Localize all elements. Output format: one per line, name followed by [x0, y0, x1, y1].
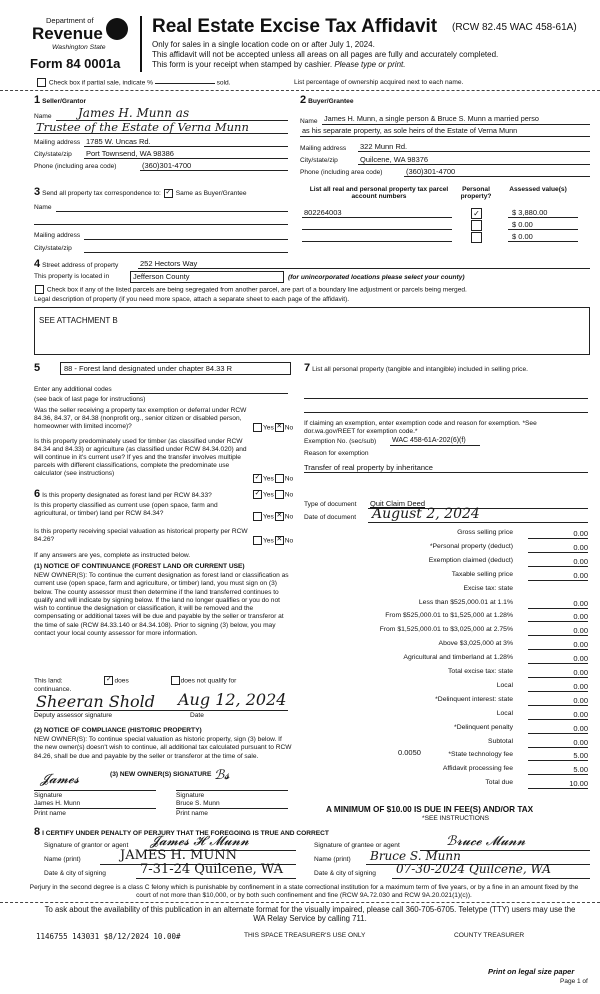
partial-sale-blank[interactable]: [155, 83, 215, 84]
tax-row-value[interactable]: 0.00: [528, 696, 588, 706]
tax-row: [304, 571, 588, 581]
county-select[interactable]: [130, 271, 284, 283]
tax-row: [304, 529, 588, 539]
partial-sale-sold: sold.: [216, 79, 231, 87]
tax-row-label: From $525,000.01 to $1,525,000 at 1.28%: [385, 612, 513, 620]
tax-row-label: Agricultural and timberland at 1.28%: [403, 654, 513, 662]
personal-property-checkbox[interactable]: [471, 220, 482, 231]
add-codes-label: Enter any additional codes: [34, 386, 112, 393]
tax-row-value[interactable]: 0.00: [528, 626, 588, 636]
sec3-heading: 3 Send all property tax correspondence to: ✓ Same as Buyer/Grantee: [34, 186, 247, 198]
q1-yes-checkbox[interactable]: [253, 423, 262, 432]
see-instructions: *SEE INSTRUCTIONS: [422, 815, 490, 822]
tax-row: [304, 640, 588, 650]
buyer-name-label: Name: [300, 118, 318, 125]
owner2-print[interactable]: Bruce S. Munn: [176, 800, 220, 807]
county-label: This property is located in: [34, 273, 110, 280]
sec3-city-label: City/state/zip: [34, 245, 72, 252]
revenue-logo: [32, 16, 132, 60]
county-value: Jefferson County: [133, 272, 190, 281]
tax-row-value[interactable]: 0.00: [528, 557, 588, 567]
tax-row-value[interactable]: 0.00: [528, 668, 588, 678]
tax-row: [304, 612, 588, 622]
q2-yes-checkbox[interactable]: ✓: [254, 474, 261, 481]
personal-property-line2[interactable]: [304, 412, 588, 413]
owner-print-line1: [34, 808, 156, 809]
grantor-name-label: Name (print): [44, 856, 81, 863]
tax-row-value[interactable]: 0.00: [528, 543, 588, 553]
tax-row-label: Above $3,025,000 at 3%: [438, 640, 513, 648]
seller-phone-line: [140, 170, 288, 171]
buyer-city[interactable]: Quilcene, WA 98376: [360, 155, 429, 164]
notice2-text: NEW OWNER(S): To continue special valuation as historic property, sign (3) below. If the new owner(s) doesn't wish to continue, all additional tax calculated pursuant to RCW 84.26, shall be due and payable by the seller or transferor at the time of sale.: [34, 736, 292, 760]
buyer-heading: 2 Buyer/Grantee: [300, 94, 354, 106]
tax-row: [304, 710, 588, 720]
logo-swirl-icon: [106, 18, 128, 40]
minimum-due: A MINIMUM OF $10.00 IS DUE IN FEE(S) AND/OR TAX: [326, 805, 534, 814]
tax-row-label: Taxable selling price: [451, 570, 513, 578]
county-note: (for unincorporated locations please select your county): [288, 274, 465, 281]
date-label: Date: [190, 712, 204, 719]
sec5-q1-options: Yes ✕ No: [252, 423, 293, 432]
current-use-yes-checkbox[interactable]: [253, 512, 262, 521]
exempt-text: If claiming an exemption, enter exemption code and reason for exemption. *See dor.wa.gov/REET for exemption code.*: [304, 420, 537, 435]
parcel-line: [302, 229, 452, 230]
grantor-date-line: [136, 878, 296, 879]
tax-row-label: *Delinquent interest: state: [435, 695, 513, 703]
street-line: [138, 268, 590, 269]
header-line2: This affidavit will not be accepted unless all areas on all pages are fully and accurately completed.: [152, 50, 499, 59]
page-title: Real Estate Excise Tax Affidavit: [152, 16, 438, 37]
revenue-text: Revenue: [32, 24, 103, 43]
assessor-signature[interactable]: Sheeran Shold: [36, 692, 156, 711]
tax-row: [304, 738, 588, 748]
receipt-stamp: 1146755 143031 $8/12/2024 10.00#: [36, 932, 181, 941]
personal-property-checkbox[interactable]: [471, 232, 482, 243]
rcw-text: (RCW 82.45 WAC 458-61A): [452, 22, 577, 33]
buyer-name-2[interactable]: as his separate property, as sole heirs of the Estate of Verna Munn: [302, 126, 518, 135]
sec3-name-line[interactable]: [56, 211, 288, 212]
grantee-sig-label: Signature of grantee or agent: [314, 842, 400, 849]
tax-row-value[interactable]: 0.00: [528, 612, 588, 622]
tax-row: [304, 654, 588, 664]
current-use-no-checkbox[interactable]: ✕: [276, 512, 283, 519]
sec6-q1-options: ✓ Yes No: [254, 490, 294, 499]
sec5-q1: Was the seller receiving a property tax exemption or deferral under RCW 84.36, 84.37, or 84.38 (nonprofit org., senior citizen or disabled person, homeowner with limited income)?: [34, 407, 247, 430]
tax-row: [304, 765, 588, 775]
owner1-signature[interactable]: 𝓙𝓪𝓶𝓮𝓼: [40, 772, 80, 787]
sec6-q1: 6 Is this property designated as forest land per RCW 84.33?: [34, 488, 212, 500]
assessed-line: [508, 229, 578, 230]
percentage-note: List percentage of ownership acquired next to each name.: [294, 79, 464, 86]
buyer-phone-line: [404, 176, 590, 177]
assessed-col-header: Assessed value(s): [509, 186, 567, 193]
perjury-text: Perjury in the second degree is a class C felony which is punishable by confinement in a state correctional institution for a maximum term of five years, or by a fine in an amount fixed by the court of not more than $10,000, or by both such confinement and fine (RCW 9A.72.030 and RCW 9A.20.021(1)(c)).: [29, 884, 579, 899]
assessed-value[interactable]: $ 0.00: [512, 220, 533, 229]
buyer-name-line: [322, 124, 590, 125]
seller-name-label: Name: [34, 113, 52, 120]
legal-desc-value: SEE ATTACHMENT B: [39, 316, 118, 325]
grantor-date[interactable]: 7-31-24 Quilcene, WA: [140, 862, 284, 877]
sec3-mail-label: Mailing address: [34, 232, 81, 239]
tax-row-label: *Personal property (deduct): [429, 542, 513, 550]
tax-row-label: Total excise tax: state: [448, 668, 513, 675]
buyer-mail[interactable]: 322 Munn Rd.: [360, 142, 408, 151]
dept-text: Department of: [46, 16, 94, 25]
doc-date-line: [368, 522, 588, 523]
sec6-q2-options: Yes ✕ No: [252, 512, 293, 521]
sec3-name-label: Name: [34, 204, 52, 211]
sec5-number: 5: [34, 362, 41, 374]
seller-phone[interactable]: (360)301-4700: [142, 161, 192, 170]
buyer-phone[interactable]: (360)301-4700: [406, 167, 456, 176]
dashed-separator-bottom: [0, 902, 600, 903]
reason-value[interactable]: Transfer of real property by inheritance: [304, 463, 433, 472]
tax-row: [304, 626, 588, 636]
seller-name-2[interactable]: Trustee of the Estate of Verna Munn: [36, 120, 249, 134]
seller-city-label: City/state/zip: [34, 151, 72, 158]
buyer-name2-line: [300, 136, 590, 137]
sec6-q3: Is this property receiving special valuation as historical property per RCW 84.26?: [34, 528, 248, 543]
owner2-signature[interactable]: ℬ𝓼: [214, 768, 230, 783]
tax-row-label: Gross selling price: [457, 529, 513, 536]
owner2-sig-label: Signature: [176, 792, 205, 799]
segregation-row: Check box if any of the listed parcels are being segregated from another parcel, are part of a boundary line adjustment or parcels being merged.: [34, 285, 467, 294]
tax-row-value[interactable]: 0.00: [528, 738, 588, 748]
tax-row-label: Total due: [485, 779, 513, 787]
notice1-text: NEW OWNER(S): To continue the current designation as forest land or classification as current use (open space, farm and agriculture, or timber) land, you must sign on (3) below. The county assessor must then determine if the land transferred continues to qualify and will indicate by signing below. If the land no longer qualifies or you do not wish to continue the designation or classification, it will be removed and the compensating or additional taxes will be due and payable by the seller or transferor at the time of sale (RCW 84.33.140 or 84.34.108). Prior to signing (3) below, you may contact your local county assessor for more information.: [34, 572, 289, 638]
header-line3-italic: Please type or print.: [334, 60, 406, 69]
tax-row-label: *State technology fee: [448, 751, 513, 759]
does-checkbox[interactable]: ✓: [106, 676, 112, 683]
tax-row-value[interactable]: 0.00: [528, 724, 588, 734]
tax-row-label: *Delinquent penalty: [454, 723, 513, 731]
tax-row: [304, 751, 588, 761]
header-line3-text: This form is your receipt when stamped by cashier.: [152, 60, 333, 69]
same-as-buyer-checkbox[interactable]: ✓: [165, 188, 172, 196]
doc-type-label: Type of document: [304, 501, 357, 508]
grantor-signature[interactable]: 𝓙𝓪𝓶𝓮𝓼 𝓗 𝓜𝓾𝓷𝓷: [150, 834, 249, 849]
tax-row: [304, 779, 588, 789]
exempt-no[interactable]: WAC 458-61A-202(6)(f): [392, 437, 466, 444]
partial-sale-checkbox[interactable]: [37, 78, 46, 87]
partial-sale-row: [36, 78, 231, 87]
tax-row-value[interactable]: 0.00: [528, 640, 588, 650]
sec8-heading: 8 I CERTIFY UNDER PENALTY OF PERJURY THAT THE FOREGOING IS TRUE AND CORRECT: [34, 826, 329, 838]
seller-section: [34, 94, 292, 106]
buyer-phone-label: Phone (including area code): [300, 169, 383, 176]
property-street[interactable]: 252 Hectors Way: [140, 259, 198, 268]
sec6-q2: Is this property classified as current use (open space, farm and agricultural, or timber) land per RCW 84.34?: [34, 502, 218, 517]
personal-property-line1[interactable]: [304, 398, 588, 399]
buyer-city-label: City/state/zip: [300, 157, 338, 164]
sec4-street: 4 Street address of property: [34, 258, 119, 270]
buyer-mail-line: [358, 151, 590, 152]
sec6-q3-options: Yes ✕ No: [252, 536, 293, 545]
tax-row-value[interactable]: 0.00: [528, 599, 588, 609]
legal-desc-label: Legal description of property (if you need more space, attach a separate sheet to each page of the affidavit).: [34, 296, 350, 303]
page-number: Page 1 of: [560, 978, 588, 985]
segregation-checkbox[interactable]: [35, 285, 44, 294]
tax-row-value[interactable]: 5.00: [528, 751, 588, 761]
seller-phone-label: Phone (including area code): [34, 163, 117, 170]
tax-row-label: Local: [496, 681, 513, 689]
personal-col-header: Personal property?: [460, 186, 492, 200]
treasurer-space: THIS SPACE TREASURER'S USE ONLY: [244, 932, 366, 939]
exempt-no-label: Exemption No. (sec/sub): [304, 438, 377, 445]
tax-row: [304, 724, 588, 734]
notice1-title: (1) NOTICE OF CONTINUANCE (FOREST LAND OR CURRENT USE): [34, 563, 245, 570]
doc-type[interactable]: Quit Claim Deed: [370, 499, 426, 508]
tax-row-value[interactable]: 0.00: [528, 710, 588, 720]
sec7-heading: 7 List all personal property (tangible and intangible) included in selling price.: [304, 362, 528, 374]
tax-row: [304, 668, 588, 678]
sec6-note: If any answers are yes, complete as instructed below.: [34, 552, 191, 559]
assessed-line: [508, 217, 578, 218]
owner1-print-label: Print name: [34, 810, 66, 817]
assessed-value[interactable]: $ 0.00: [512, 232, 533, 241]
does-not-checkbox[interactable]: [171, 676, 180, 685]
doc-date[interactable]: August 2, 2024: [372, 506, 480, 522]
seller-city-line: [84, 158, 288, 159]
personal-property-checkbox[interactable]: ✓: [471, 208, 482, 219]
sec5-q2: Is this property predominately used for timber (as classified under RCW 84.34 and 84.33) or agriculture (as classified under RCW 84.34.020) and will continue in it's current use? If yes and the transfer involves multiple parcels with different classifications, complete the predominate use calculator (see instructions): [34, 438, 247, 477]
buyer-mail-label: Mailing address: [300, 145, 347, 152]
owner2-print-label: Print name: [176, 810, 208, 817]
continuance-text: continuance.: [34, 686, 72, 693]
reason-label: Reason for exemption: [304, 450, 369, 457]
form-number: Form 84 0001a: [30, 56, 121, 71]
grantee-name[interactable]: Bruce S. Munn: [370, 849, 461, 863]
forest-no-checkbox[interactable]: [275, 490, 284, 499]
q2-no-checkbox[interactable]: [275, 474, 284, 483]
dashed-separator-top: [0, 90, 600, 91]
owner-sig-line1: [34, 790, 156, 791]
legal-desc-box[interactable]: [34, 307, 590, 355]
notice2-title: (2) NOTICE OF COMPLIANCE (HISTORIC PROPERTY): [34, 727, 202, 734]
tax-row-value[interactable]: 5.00: [528, 765, 588, 775]
tax-row: [304, 557, 588, 567]
owner-print-line2: [176, 808, 288, 809]
buyer-city-line: [358, 164, 590, 165]
parcel-line: [302, 217, 452, 218]
header-line3: [152, 60, 405, 69]
buyer-name-1[interactable]: James H. Munn, a single person & Bruce S. Munn a married perso: [324, 114, 539, 123]
sec5-q2-options: ✓ Yes No: [254, 474, 294, 483]
doc-date-label: Date of document: [304, 514, 357, 521]
tax-row: [304, 585, 588, 595]
historic-yes-checkbox[interactable]: [253, 536, 262, 545]
tax-row-value[interactable]: 0.00: [528, 654, 588, 664]
tax-row-value[interactable]: 0.00: [528, 529, 588, 539]
legal-paper-note: Print on legal size paper: [488, 967, 575, 976]
forest-yes-checkbox[interactable]: ✓: [254, 490, 261, 497]
state-text: Washington State: [52, 44, 106, 51]
q1-no-checkbox[interactable]: ✕: [276, 423, 283, 430]
assessed-value[interactable]: $ 3,880.00: [512, 208, 548, 217]
seller-mail[interactable]: 1785 W. Uncas Rd.: [86, 137, 151, 146]
tax-row: [304, 543, 588, 553]
owner1-print[interactable]: James H. Munn: [34, 800, 81, 807]
grantee-date-label: Date & city of signing: [314, 870, 376, 877]
grantor-sig-label: Signature of grantor or agent: [44, 842, 129, 849]
grantee-date-line: [392, 878, 590, 879]
seller-heading: 1 Seller/Grantor: [34, 94, 87, 106]
partial-sale-text: Check box if partial sale, indicate %: [48, 79, 153, 87]
tax-row-value[interactable]: 0.00: [528, 571, 588, 581]
continuance-row: This land: ✓ does does not qualify for: [34, 676, 237, 685]
grantee-name-label: Name (print): [314, 856, 351, 863]
exempt-no-line: [390, 445, 480, 446]
sec3-city-line[interactable]: [84, 252, 288, 253]
tax-row-label: Subtotal: [488, 737, 513, 745]
tax-row: [304, 696, 588, 706]
local-rate: 0.0050: [398, 748, 421, 757]
parcel-col-header: List all real and personal property tax parcel account numbers: [309, 186, 449, 200]
assessor-sig-line: [34, 710, 288, 711]
grantor-name[interactable]: JAMES H. MUNN: [120, 848, 238, 863]
sec5-code-select[interactable]: 88 - Forest land designated under chapter 84.33 R: [60, 362, 291, 375]
sec3-mail-line[interactable]: [84, 239, 288, 240]
parcel-number[interactable]: 802264003: [304, 208, 342, 217]
tax-row: [304, 599, 588, 609]
add-codes-note: (see back of last page for instructions): [34, 396, 146, 403]
reason-line: [304, 472, 588, 473]
historic-no-checkbox[interactable]: ✕: [276, 536, 283, 543]
tax-row-label: Affidavit processing fee: [442, 765, 513, 773]
tax-row-label: Exemption claimed (deduct): [428, 556, 513, 564]
tax-row-label: Excise tax: state: [463, 584, 513, 592]
tax-row-label: Less than $525,000.01 at 1.1%: [418, 598, 513, 606]
grantee-signature[interactable]: ℬ𝓻𝓾𝓬𝓮 𝓜𝓾𝓷𝓷: [446, 834, 526, 849]
county-treasurer: COUNTY TREASURER: [454, 932, 525, 939]
header-divider: [140, 16, 142, 72]
assessed-line: [508, 241, 578, 242]
owner1-sig-label: Signature: [34, 792, 63, 799]
sec3-name2-line[interactable]: [34, 224, 288, 225]
header-line1: Only for sales in a single location code on or after July 1, 2024.: [152, 40, 375, 49]
owner-sig-line2: [176, 790, 288, 791]
assessor-date[interactable]: Aug 12, 2024: [178, 690, 287, 709]
seller-city[interactable]: Port Townsend, WA 98386: [86, 149, 174, 158]
tax-row-label: From $1,525,000.01 to $3,025,000 at 2.75%: [379, 626, 513, 634]
tax-row-label: Local: [496, 709, 513, 717]
grantee-date[interactable]: 07-30-2024 Quilcene, WA: [396, 862, 551, 876]
parcel-line: [302, 241, 452, 242]
notice3-title: (3) NEW OWNER(S) SIGNATURE: [110, 771, 212, 778]
tax-row: [304, 682, 588, 692]
deputy-label: Deputy assessor signature: [34, 712, 113, 719]
tax-row-value[interactable]: 0.00: [528, 682, 588, 692]
seller-name-1[interactable]: James H. Munn as: [78, 106, 190, 120]
add-codes-line[interactable]: [130, 393, 288, 394]
seller-mail-line: [84, 146, 288, 147]
alt-format-text: To ask about the availability of this publication in an alternate format for the visually impaired, please call 360-705-6705. Teletype (TTY) users may use the WA Relay Service by calling 711.: [44, 905, 576, 923]
grantor-date-label: Date & city of signing: [44, 870, 106, 877]
seller-mail-label: Mailing address: [34, 139, 81, 146]
tax-row-value[interactable]: 10.00: [528, 779, 588, 789]
